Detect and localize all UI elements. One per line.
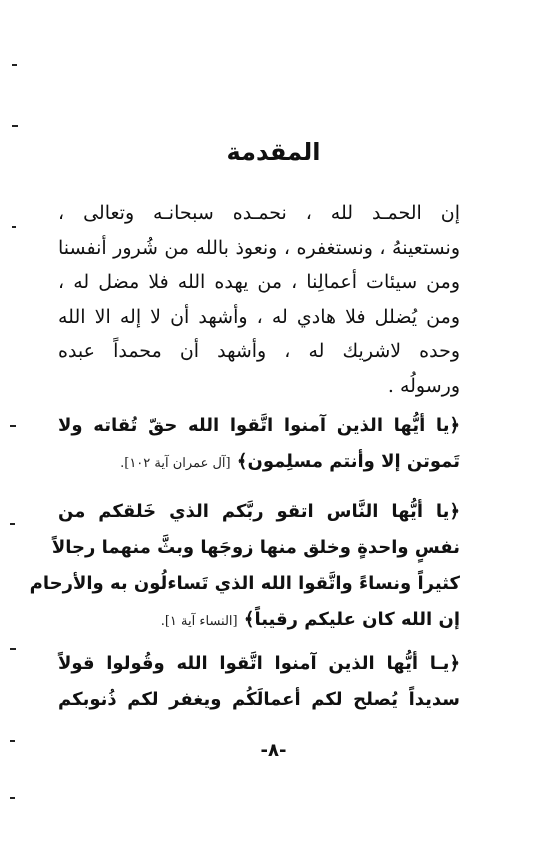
quran-verse-1 bbox=[58, 408, 460, 482]
margin-mark bbox=[10, 797, 15, 799]
quran-verse-3 bbox=[58, 646, 460, 718]
verse-reference: [النساء آية ١]. bbox=[160, 614, 238, 629]
page-number: -٨- bbox=[260, 740, 287, 761]
margin-mark bbox=[12, 226, 16, 228]
verse-line: كثيراً ونساءً واتَّقوا الله الذي تَساءلُون به والأرحام bbox=[29, 573, 460, 594]
intro-line: ومن سيئات أعمالِنا ، من يهده الله فلا مضل له ، bbox=[58, 271, 460, 293]
intro-line: ورسولُه . bbox=[387, 374, 460, 397]
verse-text: تَموتن إلا وأنتم مسلِمون﴾ bbox=[236, 451, 460, 472]
intro-line: وحده لاشريك له ، وأشهد أن محمداً عبده bbox=[58, 340, 460, 362]
margin-mark bbox=[12, 125, 18, 127]
intro-line: ونستعينهُ ، ونستغفره ، ونعوذ بالله من شُرور أنفسنا bbox=[58, 236, 460, 259]
verse-line: نفسٍ واحدةٍ وخلق منها زوجَها وبثَّ منهما رجالاً bbox=[51, 537, 460, 558]
verse-line bbox=[58, 602, 460, 640]
margin-mark bbox=[10, 425, 16, 427]
verse-text: إن الله كان عليكم رقيباً﴾ bbox=[243, 609, 460, 630]
verse-line: ﴿يـا أيُّها الذين آمنوا اتَّقوا الله وقُولوا قولاً bbox=[58, 653, 460, 674]
margin-mark bbox=[10, 648, 16, 650]
verse-reference: [آل عمران آية ١٠٢]. bbox=[120, 456, 231, 471]
quran-verse-2 bbox=[29, 494, 460, 640]
verse-line: ﴿يا أيُّها النَّاس اتقو ربَّكم الذي خَلقكم من bbox=[58, 501, 460, 522]
verse-line: سديداً يُصلح لكم أعمالَكُم ويغفر لكم ذُنوبكم bbox=[58, 689, 460, 710]
intro-paragraph bbox=[58, 196, 460, 403]
page-title: المقدمة bbox=[226, 138, 321, 166]
verse-line: ﴿يا أيُّها الذين آمنوا اتَّقوا الله حقّ تُقاته ولا bbox=[58, 415, 460, 436]
intro-line: ومن يُضلل فلا هادي له ، وأشهد أن لا إله الا الله bbox=[58, 305, 460, 328]
margin-mark bbox=[12, 64, 17, 66]
margin-mark bbox=[10, 523, 15, 525]
intro-line: إن الحمـد لله ، نحمـده سبحانـه وتعالى ، bbox=[58, 202, 460, 224]
verse-line bbox=[58, 444, 460, 482]
